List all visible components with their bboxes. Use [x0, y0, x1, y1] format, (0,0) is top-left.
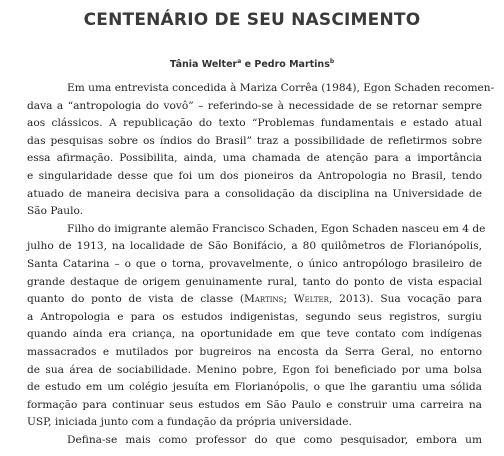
- text-line: a Antropologia e para os estudos indigenistas, segundo seus registros, surgiu: [27, 310, 482, 323]
- paragraph-2: [27, 221, 486, 432]
- text-line: grande destaque de origem genuinamente rural, tanto do ponto de vista espacial: [27, 275, 482, 288]
- text-line: Filho do imigrante alemão Francisco Schaden, Egon Schaden nasceu em 4 de: [67, 222, 486, 235]
- text-segment: quanto do ponto de vista de classe (: [27, 293, 245, 306]
- text-line: Em uma entrevista concedida à Mariza Corrêa (1984), Egon Schaden recomen-: [67, 82, 495, 94]
- text-segment: , 2013). Sua vocação para: [328, 293, 483, 306]
- text-line: essa afirmação. Possibilita, ainda, uma chamada de atenção para a importância: [27, 152, 482, 165]
- text-line: atuado de maneira decisiva para a consolidação da disciplina na Universidade de: [27, 187, 482, 200]
- text-line: Santa Catarina – o que o torna, provavelmente, o único antropólogo brasileiro de: [27, 257, 482, 270]
- text-line: e singularidade desse que foi um dos pioneiros da Antropologia no Brasil, tendo: [27, 169, 482, 182]
- text-line: das pesquisas sobre os índios do Brasil” traz a possibilidade de refletirmos sobre: [27, 134, 482, 147]
- text-line: de estudo em um colégio jesuíta em Florianópolis, o que lhe garantiu uma sólida: [27, 381, 482, 394]
- author-2-affiliation: b: [329, 58, 335, 65]
- text-line: Defina-se mais como professor do que como pesquisador, embora um: [67, 433, 482, 446]
- text-line: São Paulo.: [27, 205, 84, 218]
- author-2: Pedro Martins: [254, 59, 330, 71]
- authors-line: [0, 58, 504, 70]
- article-title: CENTENÁRIO DE SEU NASCIMENTO: [83, 10, 421, 30]
- text-line: USP, iniciada junto com a fundação da própria universidade.: [27, 416, 352, 429]
- author-1: Tânia Welter: [169, 59, 238, 71]
- text-line: massacrados e mutilados por bugreiros na encosta da Serra Geral, no entorno: [27, 345, 482, 358]
- author-joiner: e: [241, 59, 255, 71]
- paragraph-1: [27, 80, 495, 221]
- paragraph-3: [27, 432, 482, 450]
- citation-author-1: Martins: [244, 293, 284, 306]
- article-body: [27, 80, 495, 449]
- citation-separator: ;: [283, 293, 294, 306]
- author-1-affiliation: a: [237, 58, 242, 65]
- text-line: formação para continuar seus estudos em São Paulo e construir uma carreira na: [27, 398, 482, 411]
- text-line: dava a “antropologia do vovô” – referindo-se à necessidade de se retornar sempre: [27, 99, 482, 112]
- text-line: aos clássicos. A republicação do texto “Problemas fundamentais e estado atual: [27, 117, 482, 130]
- text-line: quando ainda era criança, na oportunidade em que teve contato com indígenas: [27, 328, 482, 341]
- citation-author-2: Welter: [293, 293, 329, 306]
- text-line: de sua área de sociabilidade. Menino pobre, Egon foi beneficiado por uma bolsa: [27, 363, 482, 376]
- text-line-with-citation: [27, 291, 482, 309]
- text-line: julho de 1913, na localidade de São Bonifácio, a 80 quilômetros de Florianópolis,: [27, 240, 482, 253]
